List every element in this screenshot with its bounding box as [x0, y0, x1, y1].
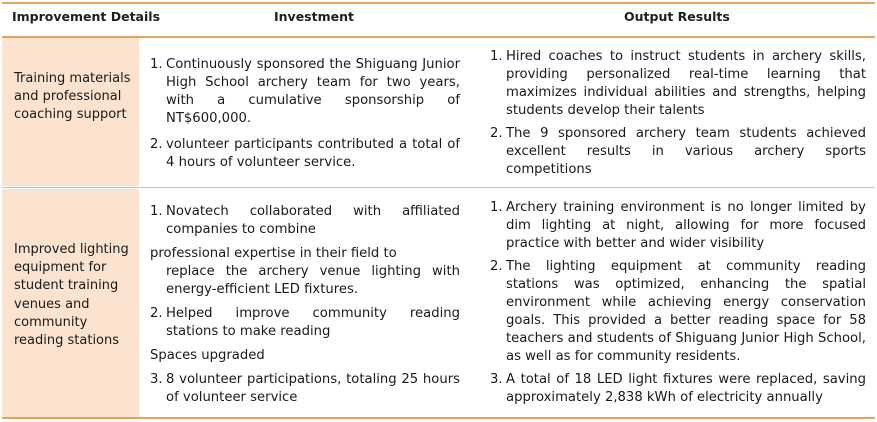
list-text: Hired coaches to instruct students in archery skills, providing personalized real-time learning that maximizes individual abilities and strengths, helping students develop their talents: [506, 49, 866, 118]
list-number: 1.: [490, 49, 503, 64]
list-text: Archery training environment is no longer limited by dim lighting at night, allowing for more focused practice with better and wider visibility: [506, 200, 866, 251]
list-number: 1.: [490, 200, 503, 215]
investment-cell-row-1: [150, 56, 460, 172]
list-item: [490, 258, 866, 366]
header-output-results: Output Results: [624, 9, 730, 24]
list-number: 2.: [150, 137, 163, 152]
list-number: 3.: [490, 372, 503, 387]
list-item: [490, 199, 866, 253]
list-text: A total of 18 LED light fixtures were replaced, saving approximately 2,838 kWh of electricity annually: [506, 372, 866, 405]
list-text: Helped improve community reading stations to make reading: [166, 306, 460, 339]
investment-continuation: Spaces upgraded: [150, 348, 265, 363]
list-text: Novatech collaborated with affiliated companies to combine: [166, 204, 460, 237]
table-bottom-rule: [2, 417, 875, 419]
list-item: [150, 203, 460, 239]
list-item: [150, 305, 460, 341]
list-item: [490, 48, 866, 120]
detail-cell-row-1: [2, 38, 139, 186]
output-cell-row-2: [490, 199, 866, 407]
detail-text: Improved lighting equipment for student training venues and community reading stations: [14, 242, 129, 349]
list-number: 2.: [490, 259, 503, 274]
list-text: Continuously sponsored the Shiguang Junior High School archery team for two years, with a cumulative sponsorship of NT$600,000.: [166, 57, 460, 126]
list-item: [490, 371, 866, 407]
list-number: 2.: [150, 306, 163, 321]
row-divider: [2, 187, 875, 188]
investment-continuation: professional expertise in their field to: [150, 246, 397, 261]
list-item: [150, 136, 460, 172]
list-number: 1.: [150, 57, 163, 72]
list-item: [150, 56, 460, 128]
list-number: 1.: [150, 204, 163, 219]
investment-cell-row-2: [150, 203, 460, 407]
list-number: 3.: [150, 372, 163, 387]
list-item: [150, 371, 460, 407]
list-item-continuation: [150, 263, 460, 299]
list-text: The lighting equipment at community reading stations was optimized, enhancing the spatial environment while achieving energy conservation goals. This provided a better reading space for 58 teachers and students of Shiguang Junior High School, as well as for community residents.: [506, 259, 866, 364]
list-number: 2.: [490, 126, 503, 141]
detail-text: Training materials and professional coaching support: [14, 71, 131, 123]
header-improvement-details: Improvement Details: [12, 9, 161, 24]
list-item: [490, 125, 866, 179]
output-cell-row-1: [490, 48, 866, 179]
list-text: replace the archery venue lighting with energy-efficient LED fixtures.: [166, 264, 460, 297]
header-investment: Investment: [274, 9, 354, 24]
detail-cell-row-2: [2, 189, 139, 417]
list-text: volunteer participants contributed a total of 4 hours of volunteer service.: [166, 137, 460, 170]
list-text: The 9 sponsored archery team students achieved excellent results in various archery sports competitions: [506, 126, 866, 177]
header-top-rule: [2, 2, 875, 4]
list-text: 8 volunteer participations, totaling 25 hours of volunteer service: [166, 372, 460, 405]
